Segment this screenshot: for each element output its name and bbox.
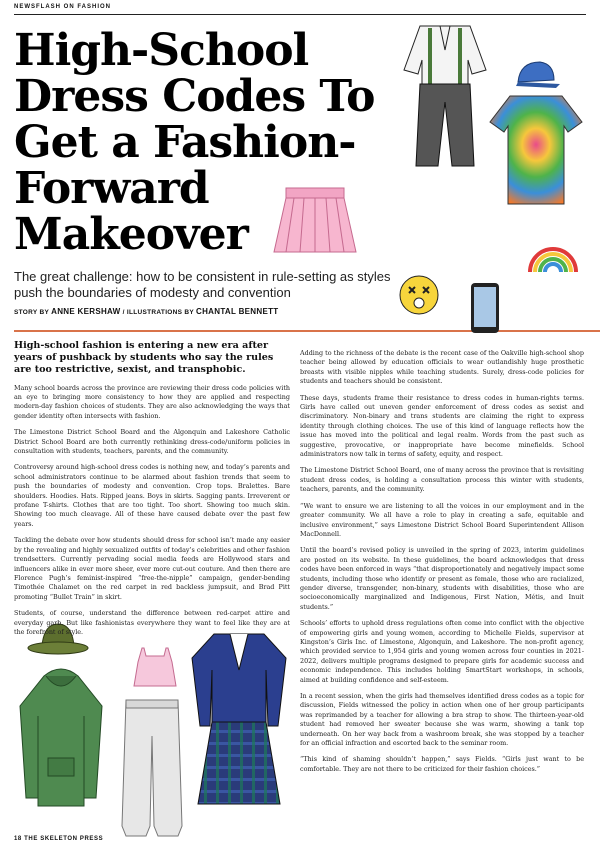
body-paragraph: Students, of course, understand the difference between red-carpet attire and everyday garb. But like fashionistas everywhere they want to feel like they are at the forefront of style. xyxy=(14,609,290,636)
byline xyxy=(14,307,434,316)
headline-line: Forward xyxy=(14,163,209,214)
headline-line: Dress Codes To xyxy=(14,71,375,122)
deck-subtitle: The great challenge: how to be consistent in rule-setting as styles push the boundaries of modesty and convention xyxy=(14,269,391,300)
grey-sweatpants-illustration xyxy=(116,696,188,840)
green-hoodie-illustration xyxy=(14,666,108,816)
byline-author: ANNE KERSHAW xyxy=(51,307,121,316)
shirt-with-suspenders-pants-illustration xyxy=(390,20,500,170)
body-paragraph: “This kind of shaming shouldn’t happen,” says Fields. “Girls just want to be comfortable. They are not there to be criticized for their fashion choices.” xyxy=(300,755,584,773)
body-paragraph: Tackling the debate over how students should dress for school isn’t made any easier by the revealing and highly sexualized outfits of today’s celebrities and other fashion trendsetters. Currently pervading social media feeds are Hollywood stars and influencers alike in ever more sheer, ever more cut-out couture. And then there are Florence Pugh’s feminist-inspired “free-the-nipple” campaign, gender-bending Timothée Chalamet on the red carpet in red backless jumpsuit, and Brad Pitt promoting “Bullet Train” in skirt. xyxy=(14,536,290,601)
rainbow-illustration xyxy=(526,244,580,274)
page-number: 18 xyxy=(14,836,22,842)
top-rule xyxy=(14,14,586,15)
accent-rule xyxy=(14,330,600,332)
plaid-school-uniform-illustration xyxy=(188,630,290,808)
byline-illus-label: ILLUSTRATIONS BY xyxy=(126,309,194,316)
byline-illustrator: CHANTAL BENNETT xyxy=(196,307,279,316)
pink-pleated-skirt-illustration xyxy=(272,186,358,256)
body-paragraph: In a recent session, when the girls had themselves identified dress codes as a topic for discussion, Fields witnessed the policy in action when one of her group participants was reprimanded by a teacher for allowing a bra strap to show. The thirteen-year-old student had removed her sweater because she was warm, showing a tank top underneath. On her way back from a washroom break, she was stopped by a teacher for an official infraction and escorted back to the seminar room. xyxy=(300,692,584,748)
headline-line: High-School xyxy=(14,25,309,76)
left-column xyxy=(14,340,290,644)
body-paragraph: “We want to ensure we are listening to all the voices in our employment and in the greater community. We all have a role to play in creating a safe, equitable and inclusive environment,” says Limestone District School Board Superintendent Allison MacDonnell. xyxy=(300,501,584,538)
lead-paragraph: High-school fashion is entering a new era after years of pushback by students who say the rules are too restrictive, sexist, and transphobic. xyxy=(14,340,274,376)
body-paragraph: Until the board’s revised policy is unveiled in the spring of 2023, interim guidelines are posted on its website. In these guidelines, the board acknowledges that dress codes have been enforced in ways “that disproportionately and negatively impact some students, including those who identify or present as female, those who are racialized, gender diverse, transgender, non-binary, students with disabilities, those who are socioeconomically marginalized and Indigenous, First Nation, Métis, and Inuit students.” xyxy=(300,546,584,611)
publication-name: THE SKELETON PRESS xyxy=(24,836,104,842)
body-paragraph: Controversy around high-school dress codes is nothing new, and today’s parents and school administrators continue to be alarmed about fashion trends that seem to push the boundaries of modesty and convention. Crop tops. Bralettes. Bare shoulders. Hoodies. Hats. Ripped jeans. Boys in skirts. Sagging pants. Irreverent or profane T-shirts. Clothes that are too tight. Too short. Showing too much skin. Showing too much cleavage. All of these have caused debate over the past few years. xyxy=(14,463,290,528)
dizzy-emoji-illustration xyxy=(398,274,440,316)
section-tag: NEWSFLASH ON FASHION xyxy=(14,4,112,10)
byline-separator: / xyxy=(122,309,125,316)
page-footer xyxy=(14,836,103,842)
body-paragraph: Adding to the richness of the debate is the recent case of the Oakville high-school shop teacher being allowed by education officials to wear outlandishly huge prosthetic breasts with visible nipples while teaching students. Surely, dress-code policies for students and teachers should be consistent. xyxy=(300,349,584,386)
body-paragraph: Many school boards across the province are reviewing their dress code policies with an eye to bringing more consistency to how they are applied and respecting modern-day fashion choices of students. They are also acknowledging the ways that gender identity often intersects with fashion. xyxy=(14,383,290,420)
body-paragraph: Schools’ efforts to uphold dress regulations often come into conflict with the objective of empowering girls and young women, according to Michelle Fields, supervisor at Kingston’s Girls Inc. of Limestone, Algonquin, and Lakeshore. The non-profit agency, which provided service to 1,954 girls and young women across four counties in 2021-2022, delivers multiple programs designed to prepare girls for academic success and economic independence. This includes holding SmartStart workshops, in schools, aimed at building confidence and self-esteem. xyxy=(300,619,584,684)
headline-line: Makeover xyxy=(14,209,248,260)
right-column xyxy=(300,349,584,781)
body-paragraph: The Limestone District School Board and the Algonquin and Lakeshore Catholic District School Board are both currently rethinking dress-code/uniform policies in consultation with students, teachers, parents, and the community. xyxy=(14,428,290,456)
body-paragraph: These days, students frame their resistance to dress codes in human-rights terms. Girls have called out uneven gender enforcement of dress codes as sexist and discriminatory. Non-binary and trans students are claiming the right to express identity through clothing choices. The use of this kind of language reflects how the issue has moved into the political and legal realm. Words from the past such as suggestive, provocative, or inappropriate have become minefields. School administrators now talk in terms of safety, equity, and respect. xyxy=(300,393,584,459)
headline-line: Get a Fashion- xyxy=(14,117,356,168)
pink-crop-top-illustration xyxy=(128,646,182,690)
smartphone-illustration xyxy=(470,282,500,334)
tie-dye-tshirt-illustration xyxy=(488,92,584,208)
body-paragraph: The Limestone District School Board, one of many across the province that is revisiting student dress codes, is holding a consultation process this winter with students, teachers, parents, and the community. xyxy=(300,466,584,494)
byline-story-label: STORY BY xyxy=(14,309,50,316)
blue-cap-illustration xyxy=(512,60,562,90)
